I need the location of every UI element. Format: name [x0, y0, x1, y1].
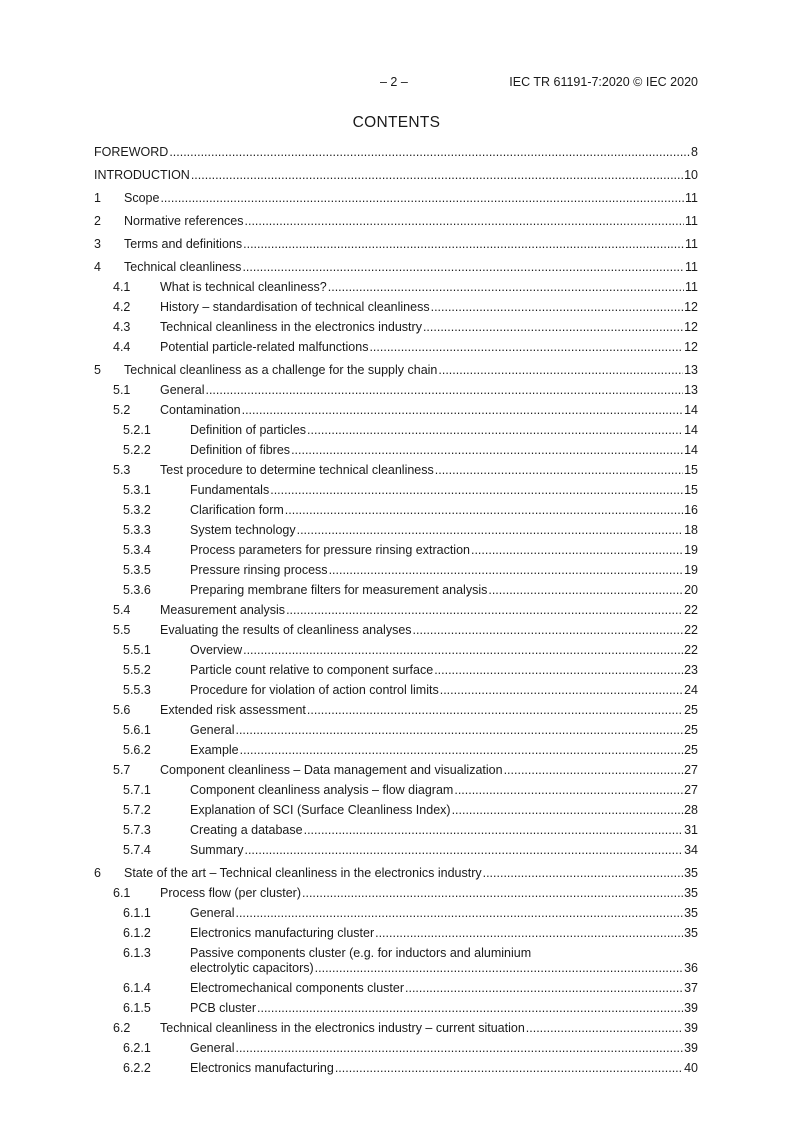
dot-leader — [235, 906, 683, 921]
dot-leader — [454, 783, 683, 798]
dot-leader — [205, 383, 683, 398]
toc-title: Technical cleanliness in the electronics industry – current situation — [160, 1021, 525, 1035]
toc-entry[interactable] — [94, 843, 698, 858]
toc-number: 6.1.4 — [123, 981, 151, 995]
toc-title: Electronics manufacturing — [190, 1061, 334, 1075]
toc-page-number: 14 — [684, 403, 698, 417]
toc-number: 6.2.2 — [123, 1061, 151, 1075]
toc-page-number: 12 — [684, 300, 698, 314]
toc-entry[interactable] — [94, 823, 698, 838]
toc-number: 6.2 — [113, 1021, 131, 1035]
toc-entry[interactable] — [94, 543, 698, 558]
toc-title: Summary — [190, 843, 244, 857]
toc-title: Preparing membrane filters for measurement analysis — [190, 583, 488, 597]
toc-number: 3 — [94, 237, 101, 251]
toc-entry[interactable] — [94, 926, 698, 941]
toc-page-number: 14 — [684, 443, 698, 457]
toc-page-number: 11 — [685, 191, 698, 205]
dot-leader — [242, 403, 683, 418]
toc-entry[interactable] — [94, 723, 698, 738]
toc-page-number: 39 — [684, 1001, 698, 1015]
toc-title: Electronics manufacturing cluster — [190, 926, 375, 940]
dot-leader — [488, 583, 683, 598]
dot-leader — [235, 1041, 683, 1056]
toc-page-number: 12 — [684, 340, 698, 354]
toc-page-number: 11 — [685, 237, 698, 251]
toc-title: PCB cluster — [190, 1001, 256, 1015]
toc-page-number: 11 — [685, 260, 698, 274]
toc-title: Electromechanical components cluster — [190, 981, 404, 995]
toc-number: 6.1.3 — [123, 946, 151, 960]
toc-title: Pressure rinsing process — [190, 563, 328, 577]
toc-number: 5.5.2 — [123, 663, 151, 677]
toc-title: Clarification form — [190, 503, 284, 517]
toc-title: Process parameters for pressure rinsing extraction — [190, 543, 470, 557]
dot-leader — [483, 866, 683, 881]
dot-leader — [369, 340, 683, 355]
toc-title: Potential particle-related malfunctions — [160, 340, 369, 354]
toc-entry[interactable] — [94, 563, 698, 578]
toc-title: History – standardisation of technical cleanliness — [160, 300, 430, 314]
toc-title-line1: Passive components cluster (e.g. for inductors and aluminium — [190, 946, 532, 960]
table-of-contents — [94, 145, 698, 1076]
toc-title: Procedure for violation of action control limits — [190, 683, 439, 697]
toc-entry[interactable] — [94, 1021, 698, 1036]
toc-entry[interactable] — [94, 886, 698, 901]
dot-leader — [307, 703, 683, 718]
toc-title: Particle count relative to component surface — [190, 663, 434, 677]
toc-entry[interactable] — [94, 300, 698, 315]
toc-number: 6.1.1 — [123, 906, 151, 920]
toc-number: 4.3 — [113, 320, 131, 334]
dot-leader — [285, 503, 683, 518]
dot-leader — [243, 643, 683, 658]
toc-page-number: 24 — [684, 683, 698, 697]
toc-title: Definition of fibres — [190, 443, 291, 457]
toc-number: 5.7.4 — [123, 843, 151, 857]
toc-entry[interactable] — [94, 866, 698, 881]
toc-number: 5.7 — [113, 763, 131, 777]
toc-title: General — [190, 906, 235, 920]
toc-entry[interactable] — [94, 663, 698, 678]
toc-entry[interactable] — [94, 363, 698, 378]
dot-leader — [191, 168, 683, 183]
toc-page-number: 25 — [684, 723, 698, 737]
toc-page-number: 25 — [684, 703, 698, 717]
toc-number: 5.5.3 — [123, 683, 151, 697]
dot-leader — [304, 823, 684, 838]
toc-title: Terms and definitions — [124, 237, 243, 251]
toc-page-number: 39 — [684, 1021, 698, 1035]
dot-leader — [245, 214, 685, 229]
toc-number: 5.6.1 — [123, 723, 151, 737]
dot-leader — [257, 1001, 683, 1016]
toc-entry[interactable] — [94, 981, 698, 996]
toc-entry[interactable] — [94, 483, 698, 498]
toc-entry[interactable] — [94, 523, 698, 538]
toc-page-number: 25 — [684, 743, 698, 757]
toc-entry[interactable] — [94, 946, 698, 976]
toc-number: 5.6.2 — [123, 743, 151, 757]
toc-title: Process flow (per cluster) — [160, 886, 302, 900]
dot-leader — [405, 981, 683, 996]
toc-number: 6 — [94, 866, 101, 880]
toc-entry[interactable] — [94, 683, 698, 698]
dot-leader — [291, 443, 683, 458]
toc-title: Explanation of SCI (Surface Cleanliness Index) — [190, 803, 451, 817]
toc-entry[interactable] — [94, 383, 698, 398]
toc-number: 5.7.2 — [123, 803, 151, 817]
toc-number: 5 — [94, 363, 101, 377]
toc-page-number: 14 — [684, 423, 698, 437]
toc-page-number: 16 — [684, 503, 698, 517]
running-header — [0, 75, 793, 93]
toc-entry[interactable] — [94, 214, 698, 229]
toc-entry[interactable] — [94, 280, 698, 295]
toc-number: 4.4 — [113, 340, 131, 354]
toc-title: General — [190, 723, 235, 737]
toc-entry[interactable] — [94, 783, 698, 798]
toc-entry[interactable] — [94, 423, 698, 438]
dot-leader — [297, 523, 683, 538]
document-reference: IEC TR 61191-7:2020 © IEC 2020 — [509, 75, 698, 89]
toc-page-number: 22 — [684, 603, 698, 617]
dot-leader — [328, 280, 684, 295]
toc-page-number: 8 — [691, 145, 698, 159]
toc-title: Component cleanliness – Data management and visualization — [160, 763, 503, 777]
toc-page-number: 27 — [684, 763, 698, 777]
dot-leader — [438, 363, 683, 378]
toc-title: Technical cleanliness in the electronics industry — [160, 320, 422, 334]
dot-leader — [413, 623, 684, 638]
toc-title: Creating a database — [190, 823, 303, 837]
toc-page-number: 35 — [684, 926, 698, 940]
toc-entry[interactable] — [94, 463, 698, 478]
dot-leader — [440, 683, 683, 698]
toc-entry[interactable] — [94, 703, 698, 718]
toc-page-number: 12 — [684, 320, 698, 334]
toc-title: FOREWORD — [94, 145, 169, 159]
toc-page-number: 22 — [684, 623, 698, 637]
toc-title: Overview — [190, 643, 243, 657]
page-number: – 2 – — [380, 75, 408, 89]
dot-leader — [307, 423, 683, 438]
toc-number: 5.1 — [113, 383, 131, 397]
toc-number: 5.5 — [113, 623, 131, 637]
toc-entry[interactable] — [94, 503, 698, 518]
dot-leader — [471, 543, 683, 558]
toc-page-number: 28 — [684, 803, 698, 817]
toc-entry[interactable] — [94, 743, 698, 758]
toc-entry[interactable] — [94, 260, 698, 275]
toc-page-number: 37 — [684, 981, 698, 995]
dot-leader — [452, 803, 684, 818]
toc-entry[interactable] — [94, 320, 698, 335]
toc-title: Contamination — [160, 403, 241, 417]
toc-page-number: 10 — [684, 168, 698, 182]
toc-entry[interactable] — [94, 906, 698, 921]
toc-page-number: 13 — [684, 383, 698, 397]
toc-number: 6.2.1 — [123, 1041, 151, 1055]
toc-number: 4.1 — [113, 280, 131, 294]
toc-title: INTRODUCTION — [94, 168, 190, 182]
toc-title: Measurement analysis — [160, 603, 286, 617]
toc-number: 5.4 — [113, 603, 131, 617]
toc-entry[interactable] — [94, 643, 698, 658]
toc-page-number: 35 — [684, 906, 698, 920]
toc-number: 5.3.4 — [123, 543, 151, 557]
toc-page-number: 11 — [685, 280, 698, 294]
toc-page-number: 36 — [684, 961, 698, 975]
toc-title: Evaluating the results of cleanliness analyses — [160, 623, 412, 637]
toc-number: 5.3.2 — [123, 503, 151, 517]
toc-page-number: 39 — [684, 1041, 698, 1055]
toc-number: 5.3.3 — [123, 523, 151, 537]
toc-number: 5.6 — [113, 703, 131, 717]
toc-entry[interactable] — [94, 583, 698, 598]
toc-title: Technical cleanliness — [124, 260, 242, 274]
dot-leader — [329, 563, 684, 578]
toc-title: State of the art – Technical cleanliness in the electronics industry — [124, 866, 482, 880]
toc-title: What is technical cleanliness? — [160, 280, 327, 294]
toc-number: 4.2 — [113, 300, 131, 314]
dot-leader — [302, 886, 683, 901]
toc-entry[interactable] — [94, 1061, 698, 1076]
toc-entry[interactable] — [94, 443, 698, 458]
toc-page-number: 34 — [684, 843, 698, 857]
toc-page-number: 35 — [684, 886, 698, 900]
toc-number: 5.3 — [113, 463, 131, 477]
toc-page-number: 27 — [684, 783, 698, 797]
toc-title: System technology — [190, 523, 296, 537]
toc-title: General — [160, 383, 205, 397]
toc-page-number: 11 — [685, 214, 698, 228]
dot-leader — [240, 743, 683, 758]
toc-number: 5.5.1 — [123, 643, 151, 657]
toc-page-number: 40 — [684, 1061, 698, 1075]
dot-leader — [242, 260, 684, 275]
toc-entry[interactable] — [94, 1001, 698, 1016]
toc-number: 5.7.1 — [123, 783, 151, 797]
dot-leader — [169, 145, 690, 160]
toc-page-number: 15 — [684, 463, 698, 477]
toc-entry[interactable] — [94, 168, 698, 183]
toc-entry[interactable] — [94, 237, 698, 252]
toc-page-number: 18 — [684, 523, 698, 537]
toc-title: Definition of particles — [190, 423, 307, 437]
dot-leader — [235, 723, 683, 738]
toc-number: 6.1 — [113, 886, 131, 900]
toc-number: 4 — [94, 260, 101, 274]
dot-leader — [315, 961, 683, 976]
toc-entry[interactable] — [94, 1041, 698, 1056]
dot-leader — [160, 191, 684, 206]
dot-leader — [243, 237, 684, 252]
toc-entry[interactable] — [94, 803, 698, 818]
toc-number: 5.2.1 — [123, 423, 151, 437]
toc-number: 5.3.1 — [123, 483, 151, 497]
toc-page-number: 13 — [684, 363, 698, 377]
toc-number: 5.7.3 — [123, 823, 151, 837]
toc-entry[interactable] — [94, 603, 698, 618]
toc-number: 5.2.2 — [123, 443, 151, 457]
dot-leader — [423, 320, 683, 335]
toc-number: 5.2 — [113, 403, 131, 417]
toc-number: 5.3.5 — [123, 563, 151, 577]
toc-entry[interactable] — [94, 191, 698, 206]
toc-number: 6.1.2 — [123, 926, 151, 940]
toc-page-number: 20 — [684, 583, 698, 597]
toc-title: General — [190, 1041, 235, 1055]
toc-title: Normative references — [124, 214, 244, 228]
toc-title: Fundamentals — [190, 483, 270, 497]
toc-number: 6.1.5 — [123, 1001, 151, 1015]
dot-leader — [270, 483, 683, 498]
toc-page-number: 31 — [684, 823, 698, 837]
dot-leader — [244, 843, 683, 858]
toc-entry[interactable] — [94, 340, 698, 355]
dot-leader — [335, 1061, 683, 1076]
toc-number: 1 — [94, 191, 101, 205]
dot-leader — [435, 463, 683, 478]
dot-leader — [526, 1021, 683, 1036]
toc-title: Component cleanliness analysis – flow diagram — [190, 783, 454, 797]
toc-title: Example — [190, 743, 239, 757]
toc-entry[interactable] — [94, 623, 698, 638]
toc-page-number: 19 — [684, 543, 698, 557]
toc-title: Technical cleanliness as a challenge for the supply chain — [124, 363, 438, 377]
toc-title: Scope — [124, 191, 160, 205]
dot-leader — [504, 763, 684, 778]
dot-leader — [431, 300, 684, 315]
toc-page-number: 19 — [684, 563, 698, 577]
dot-leader — [434, 663, 683, 678]
toc-number: 2 — [94, 214, 101, 228]
toc-entry[interactable] — [94, 145, 698, 160]
dot-leader — [286, 603, 683, 618]
toc-page-number: 35 — [684, 866, 698, 880]
page-title: CONTENTS — [352, 114, 441, 131]
toc-number: 5.3.6 — [123, 583, 151, 597]
toc-entry[interactable] — [94, 403, 698, 418]
toc-title: Test procedure to determine technical cleanliness — [160, 463, 434, 477]
toc-title: electrolytic capacitors) — [190, 961, 314, 975]
toc-title: Extended risk assessment — [160, 703, 306, 717]
toc-page-number: 15 — [684, 483, 698, 497]
toc-page-number: 23 — [684, 663, 698, 677]
toc-entry[interactable] — [94, 763, 698, 778]
toc-page-number: 22 — [684, 643, 698, 657]
dot-leader — [375, 926, 683, 941]
